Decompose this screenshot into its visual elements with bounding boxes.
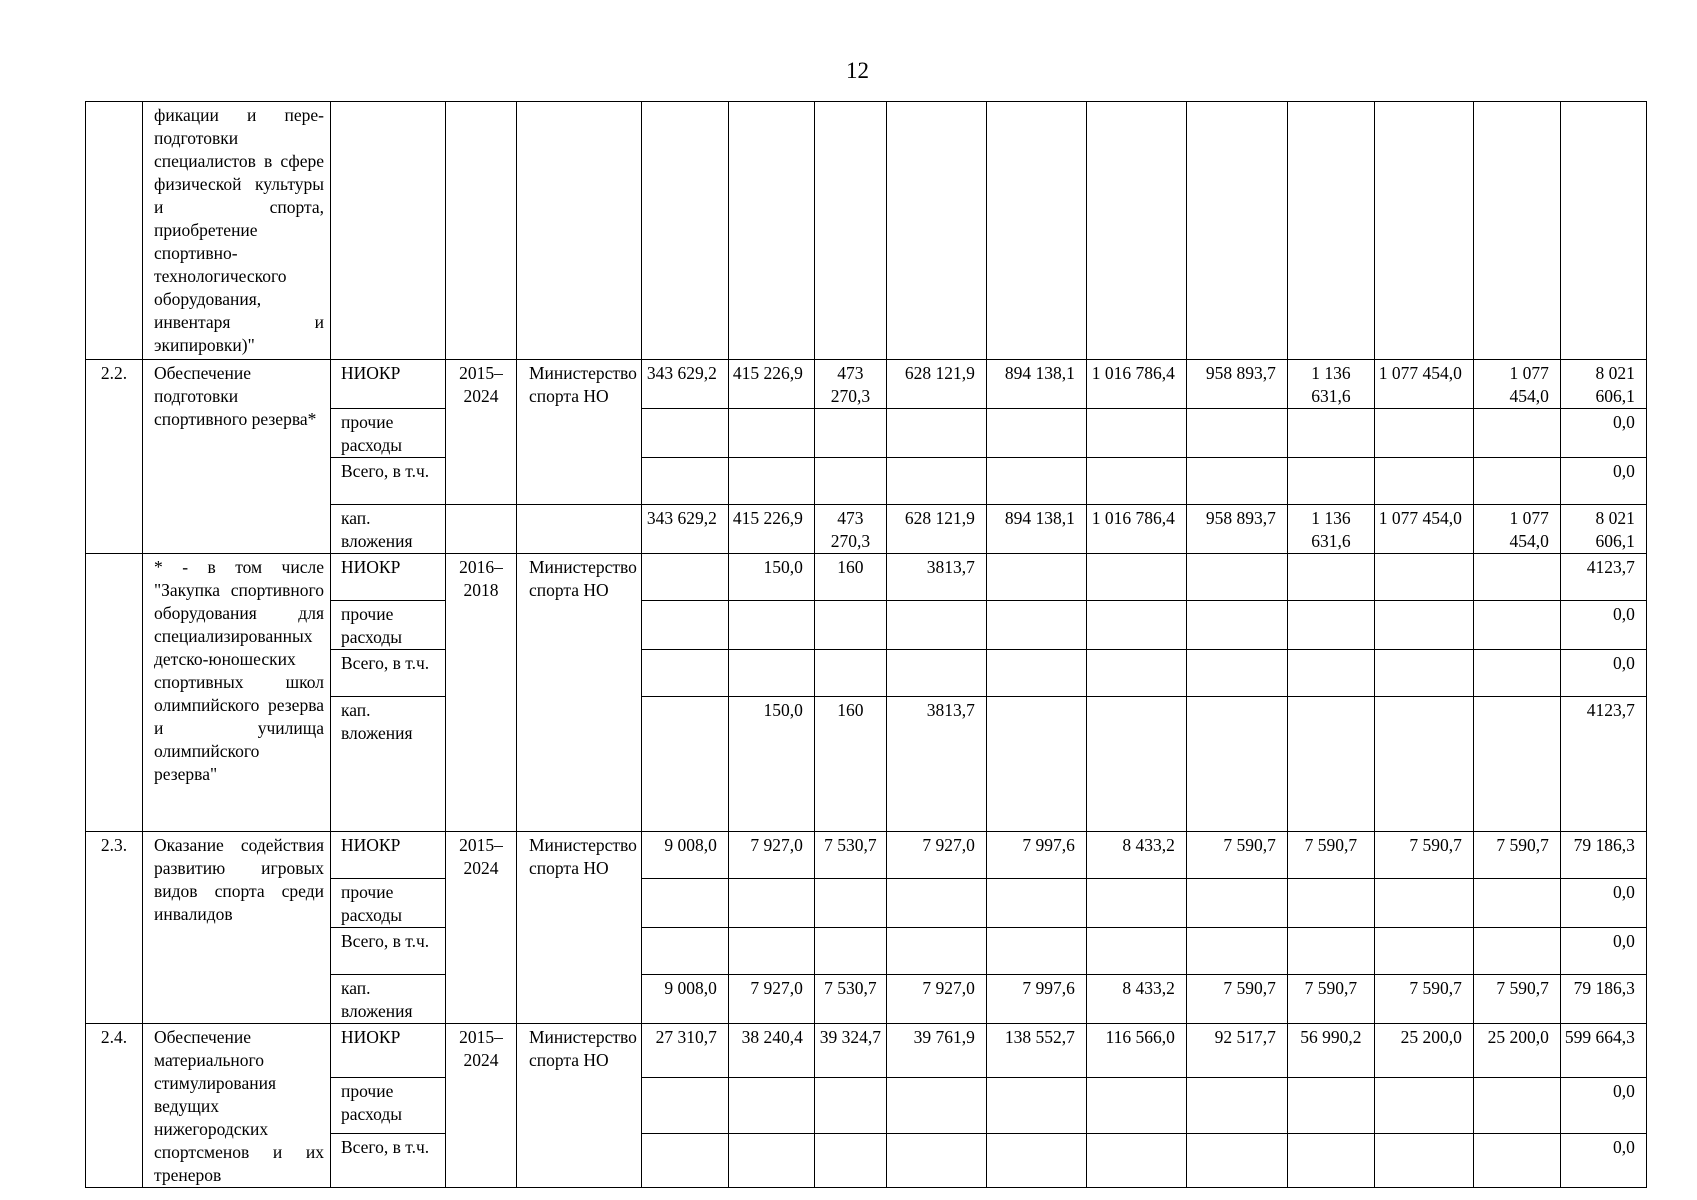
- value-cell: [886, 650, 986, 697]
- value-cell: [986, 601, 1086, 650]
- value-cell: 894 138,1: [986, 505, 1086, 554]
- value-cell: 1 136 631,6: [1287, 360, 1374, 409]
- value-cell: [986, 458, 1086, 505]
- value-cell: [814, 1077, 886, 1133]
- value-cell: 1 077 454,0: [1374, 505, 1473, 554]
- value-cell: 7 530,7: [814, 975, 886, 1024]
- value-cell: 0,0: [1560, 458, 1646, 505]
- value-cell: [1473, 458, 1560, 505]
- value-cell: [641, 650, 728, 697]
- value-cell: [641, 928, 728, 975]
- value-cell: 0,0: [1560, 650, 1646, 697]
- value-cell: [1473, 879, 1560, 928]
- expense-type: кап. вложения: [331, 505, 446, 554]
- value-cell: [728, 458, 814, 505]
- value-cell: [886, 928, 986, 975]
- value-cell: [1186, 650, 1287, 697]
- value-cell: 343 629,2: [641, 505, 728, 554]
- value-cell: [1287, 409, 1374, 458]
- table-row: [86, 832, 1647, 879]
- value-cell: 958 893,7: [1186, 505, 1287, 554]
- responsible-org: Министерство спорта НО: [517, 832, 642, 1024]
- value-cell: 7 927,0: [728, 975, 814, 1024]
- value-cell: 415 226,9: [728, 505, 814, 554]
- value-cell: [641, 409, 728, 458]
- value-cell: 7 927,0: [728, 832, 814, 879]
- expense-type: Всего, в т.ч.: [331, 458, 446, 505]
- value-cell: [1186, 879, 1287, 928]
- value-cell: [728, 650, 814, 697]
- value-cell: [1374, 409, 1473, 458]
- value-cell: [1186, 601, 1287, 650]
- value-cell: [886, 601, 986, 650]
- value-cell: [986, 1134, 1086, 1188]
- value-cell: [1473, 554, 1560, 601]
- value-cell: 39 324,7: [814, 1024, 886, 1078]
- value-cell: 150,0: [728, 554, 814, 601]
- value-cell: 3813,7: [886, 697, 986, 832]
- value-cell: [641, 697, 728, 832]
- years-period: 2015–2024: [446, 832, 517, 1024]
- years-period: 2015–2024: [446, 1024, 517, 1188]
- years-period: 2016–2018: [446, 554, 517, 832]
- responsible-org: Министерство спорта НО: [517, 1024, 642, 1188]
- page-number: 12: [846, 58, 869, 83]
- row-number: 2.3.: [86, 832, 143, 1024]
- value-cell: [1086, 458, 1186, 505]
- value-cell: 1 077 454,0: [1473, 505, 1560, 554]
- value-cell: [728, 1134, 814, 1188]
- value-cell: [1186, 928, 1287, 975]
- value-cell: [1374, 1077, 1473, 1133]
- row-description: Обеспечение материального стимулирования ведущих нижегородских спортсменов и их тренеров: [143, 1024, 331, 1188]
- expense-type: кап. вложения: [331, 697, 446, 832]
- value-cell: [986, 554, 1086, 601]
- value-cell: 0,0: [1560, 928, 1646, 975]
- value-cell: [641, 1077, 728, 1133]
- value-cell: [1086, 879, 1186, 928]
- value-cell: [886, 409, 986, 458]
- value-cell: 4123,7: [1560, 697, 1646, 832]
- value-cell: 7 590,7: [1186, 975, 1287, 1024]
- value-cell: 628 121,9: [886, 505, 986, 554]
- value-cell: 160: [814, 554, 886, 601]
- value-cell: 150,0: [728, 697, 814, 832]
- value-cell: [1086, 1077, 1186, 1133]
- value-cell: [1374, 1134, 1473, 1188]
- value-cell: 3813,7: [886, 554, 986, 601]
- value-cell: [1086, 409, 1186, 458]
- value-cell: [1374, 697, 1473, 832]
- table-row: [86, 360, 1647, 409]
- value-cell: 8 021 606,1: [1560, 505, 1646, 554]
- expense-type: прочие расходы: [331, 1077, 446, 1133]
- value-cell: 7 927,0: [886, 975, 986, 1024]
- row-description: фикации и пере-подготовки специалистов в сфере физической культуры и спорта, приобретение спортивно-технологического оборудования, инвентаря и экипировки)": [143, 102, 331, 360]
- value-cell: 0,0: [1560, 409, 1646, 458]
- value-cell: [1473, 1077, 1560, 1133]
- value-cell: [1374, 458, 1473, 505]
- value-cell: 958 893,7: [1186, 360, 1287, 409]
- value-cell: [814, 409, 886, 458]
- value-cell: [1086, 650, 1186, 697]
- value-cell: [1086, 928, 1186, 975]
- row-number: 2.4.: [86, 1024, 143, 1188]
- responsible-org: Министерство спорта НО: [517, 360, 642, 505]
- value-cell: [1287, 928, 1374, 975]
- value-cell: [1086, 1134, 1186, 1188]
- value-cell: [814, 650, 886, 697]
- value-cell: 8 433,2: [1086, 975, 1186, 1024]
- value-cell: 138 552,7: [986, 1024, 1086, 1078]
- value-cell: [814, 458, 886, 505]
- value-cell: [1287, 697, 1374, 832]
- value-cell: [1374, 928, 1473, 975]
- table-row: [86, 102, 1647, 360]
- value-cell: [1287, 601, 1374, 650]
- value-cell: [728, 1077, 814, 1133]
- value-cell: [1287, 650, 1374, 697]
- value-cell: [1086, 601, 1186, 650]
- value-cell: [1287, 458, 1374, 505]
- value-cell: 7 590,7: [1186, 832, 1287, 879]
- value-cell: [641, 601, 728, 650]
- value-cell: 7 590,7: [1473, 975, 1560, 1024]
- value-cell: 7 590,7: [1374, 975, 1473, 1024]
- value-cell: [986, 409, 1086, 458]
- years-period: 2015–2024: [446, 360, 517, 505]
- value-cell: 415 226,9: [728, 360, 814, 409]
- value-cell: 116 566,0: [1086, 1024, 1186, 1078]
- value-cell: [814, 928, 886, 975]
- expense-type: Всего, в т.ч.: [331, 1134, 446, 1188]
- value-cell: [1374, 879, 1473, 928]
- value-cell: 7 997,6: [986, 832, 1086, 879]
- value-cell: [1186, 409, 1287, 458]
- value-cell: 7 927,0: [886, 832, 986, 879]
- value-cell: [1473, 928, 1560, 975]
- value-cell: 0,0: [1560, 879, 1646, 928]
- budget-table: [85, 101, 1647, 1188]
- value-cell: 1 077 454,0: [1473, 360, 1560, 409]
- value-cell: 79 186,3: [1560, 832, 1646, 879]
- value-cell: [1287, 1077, 1374, 1133]
- value-cell: 7 590,7: [1374, 832, 1473, 879]
- value-cell: [641, 1134, 728, 1188]
- row-description: Оказание содействия развитию игровых видов спорта среди инвалидов: [143, 832, 331, 1024]
- value-cell: 599 664,3: [1560, 1024, 1646, 1078]
- expense-type: НИОКР: [331, 1024, 446, 1078]
- value-cell: [1374, 601, 1473, 650]
- value-cell: 1 016 786,4: [1086, 360, 1186, 409]
- value-cell: [1287, 879, 1374, 928]
- value-cell: [986, 928, 1086, 975]
- value-cell: 7 530,7: [814, 832, 886, 879]
- value-cell: 38 240,4: [728, 1024, 814, 1078]
- value-cell: [1186, 697, 1287, 832]
- value-cell: [1374, 650, 1473, 697]
- value-cell: [1287, 554, 1374, 601]
- value-cell: [986, 697, 1086, 832]
- value-cell: [1186, 1134, 1287, 1188]
- value-cell: [1186, 1077, 1287, 1133]
- table-row: [86, 1024, 1647, 1078]
- value-cell: [886, 458, 986, 505]
- value-cell: 1 077 454,0: [1374, 360, 1473, 409]
- value-cell: 343 629,2: [641, 360, 728, 409]
- value-cell: 39 761,9: [886, 1024, 986, 1078]
- row-description: * - в том числе "Закупка спортивного оборудования для специализированных детско-юношеских спортивных школ олимпийского резерва и училища олимпийского резерва": [143, 554, 331, 832]
- expense-type: прочие расходы: [331, 879, 446, 928]
- row-number: 2.2.: [86, 360, 143, 554]
- value-cell: [728, 928, 814, 975]
- value-cell: 160: [814, 697, 886, 832]
- row-description: Обеспечение подготовки спортивного резерва*: [143, 360, 331, 554]
- value-cell: 473 270,3: [814, 360, 886, 409]
- value-cell: 0,0: [1560, 1134, 1646, 1188]
- value-cell: 0,0: [1560, 601, 1646, 650]
- value-cell: 1 016 786,4: [1086, 505, 1186, 554]
- value-cell: 473 270,3: [814, 505, 886, 554]
- expense-type: НИОКР: [331, 832, 446, 879]
- value-cell: [728, 601, 814, 650]
- value-cell: [986, 879, 1086, 928]
- expense-type: прочие расходы: [331, 601, 446, 650]
- value-cell: 56 990,2: [1287, 1024, 1374, 1078]
- value-cell: 92 517,7: [1186, 1024, 1287, 1078]
- value-cell: 628 121,9: [886, 360, 986, 409]
- responsible-org: Министерство спорта НО: [517, 554, 642, 832]
- expense-type: прочие расходы: [331, 409, 446, 458]
- value-cell: [1473, 697, 1560, 832]
- table-row: [86, 554, 1647, 601]
- value-cell: [886, 1077, 986, 1133]
- value-cell: [641, 458, 728, 505]
- value-cell: [1473, 650, 1560, 697]
- value-cell: [814, 879, 886, 928]
- value-cell: 7 590,7: [1287, 975, 1374, 1024]
- value-cell: [886, 1134, 986, 1188]
- value-cell: [641, 554, 728, 601]
- expense-type: НИОКР: [331, 554, 446, 601]
- value-cell: [986, 650, 1086, 697]
- value-cell: [1086, 554, 1186, 601]
- value-cell: 25 200,0: [1473, 1024, 1560, 1078]
- value-cell: [1374, 554, 1473, 601]
- value-cell: 27 310,7: [641, 1024, 728, 1078]
- value-cell: [986, 1077, 1086, 1133]
- value-cell: 1 136 631,6: [1287, 505, 1374, 554]
- value-cell: 7 590,7: [1287, 832, 1374, 879]
- value-cell: [1186, 554, 1287, 601]
- expense-type: НИОКР: [331, 360, 446, 409]
- value-cell: [814, 1134, 886, 1188]
- value-cell: 4123,7: [1560, 554, 1646, 601]
- expense-type: Всего, в т.ч.: [331, 650, 446, 697]
- value-cell: [1186, 458, 1287, 505]
- value-cell: 9 008,0: [641, 975, 728, 1024]
- value-cell: [728, 879, 814, 928]
- value-cell: [641, 879, 728, 928]
- value-cell: [1086, 697, 1186, 832]
- value-cell: [1287, 1134, 1374, 1188]
- value-cell: 9 008,0: [641, 832, 728, 879]
- row-number: [86, 554, 143, 832]
- value-cell: 8 021 606,1: [1560, 360, 1646, 409]
- value-cell: [1473, 601, 1560, 650]
- value-cell: 25 200,0: [1374, 1024, 1473, 1078]
- value-cell: 7 997,6: [986, 975, 1086, 1024]
- value-cell: 894 138,1: [986, 360, 1086, 409]
- value-cell: [1473, 409, 1560, 458]
- value-cell: 8 433,2: [1086, 832, 1186, 879]
- value-cell: [1473, 1134, 1560, 1188]
- value-cell: 7 590,7: [1473, 832, 1560, 879]
- value-cell: [886, 879, 986, 928]
- value-cell: [728, 409, 814, 458]
- value-cell: 79 186,3: [1560, 975, 1646, 1024]
- expense-type: Всего, в т.ч.: [331, 928, 446, 975]
- value-cell: 0,0: [1560, 1077, 1646, 1133]
- value-cell: [814, 601, 886, 650]
- expense-type: кап. вложения: [331, 975, 446, 1024]
